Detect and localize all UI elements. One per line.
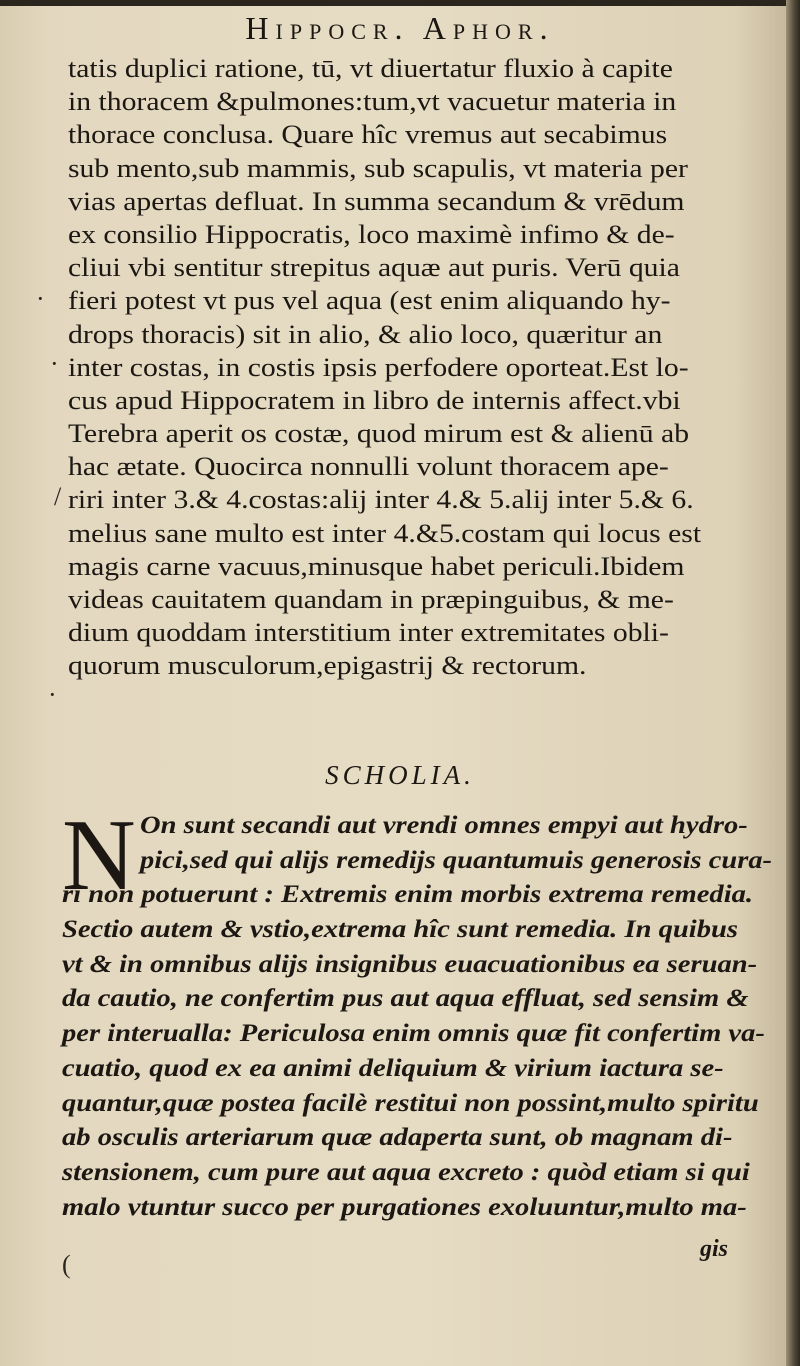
text-line: fieri potest vt pus vel aqua (est enim aliquando hy- xyxy=(68,285,671,316)
scholia-line: pici,sed qui alijs remedijs quantumuis generosis cura- xyxy=(140,844,773,874)
text-line: cliui vbi sentitur strepitus aquæ aut puris. Verū quia xyxy=(68,252,680,283)
text-line: hac ætate. Quocirca nonnulli volunt thoracem ape- xyxy=(68,451,669,482)
text-line: in thoracem &pulmones:tum,vt vacuetur materia in xyxy=(68,86,677,117)
scholia-line: vt & in omnibus alijs insignibus euacuationibus ea seruan- xyxy=(62,948,758,978)
scholia-line: Sectio autem & vstio,extrema hîc sunt remedia. In quibus xyxy=(62,914,738,944)
text-line: ex consilio Hippocratis, loco maximè infimo & de- xyxy=(68,218,675,249)
margin-dot: · xyxy=(48,680,57,709)
scholia-line: ab osculis arteriarum quæ adaperta sunt, ob magnam di- xyxy=(62,1122,733,1152)
margin-stroke: ( xyxy=(62,1250,71,1279)
scholia-line: ri non potuerunt : Extremis enim morbis extrema remedia. xyxy=(62,879,754,909)
scholia-line: On sunt secandi aut vrendi omnes empyi aut hydro- xyxy=(140,810,748,839)
text-line: thorace conclusa. Quare hîc vremus aut secabimus xyxy=(68,119,668,150)
scholia-heading: SCHOLIA. xyxy=(325,760,475,790)
text-line: dium quoddam interstitium inter extremitates obli- xyxy=(68,617,669,648)
text-line: inter costas, in costis ipsis perfodere oporteat.Est lo- xyxy=(68,351,689,382)
margin-dot: · xyxy=(36,284,45,313)
text-line: cus apud Hippocratem in libro de internis affect.vbi xyxy=(68,384,681,415)
text-line: riri inter 3.& 4.costas:alij inter 4.& 5.alij inter 5.& 6. xyxy=(68,484,694,515)
text-line: drops thoracis) sit in alio, & alio loco, quæritur an xyxy=(68,318,663,349)
text-line: quorum musculorum,epigastrij & rectorum. xyxy=(68,650,587,681)
page-binding-edge xyxy=(786,0,800,1366)
scholia-line: cuatio, quod ex ea animi deliquium & virium iactura se- xyxy=(62,1052,724,1082)
scholia-text-block xyxy=(62,799,773,1224)
scholia-line: per interualla: Periculosa enim omnis quæ fit confertim va- xyxy=(62,1018,765,1048)
text-line: tatis duplici ratione, tū, vt diuertatur fluxio à capite xyxy=(68,53,673,83)
text-line: sub mento,sub mammis, sub scapulis, vt materia per xyxy=(68,152,688,183)
scholia-line: quantur,quæ postea facilè restitui non possint,multo spiritu xyxy=(62,1087,759,1117)
margin-dot: · xyxy=(50,349,59,378)
text-line: vias apertas defluat. In summa secandum & vrēdum xyxy=(68,185,685,216)
scholia-line: malo vtuntur succo per purgationes exoluuntur,multo ma- xyxy=(62,1191,747,1221)
margin-stroke: / xyxy=(54,482,62,511)
running-header: Hippocr. Aphor. xyxy=(245,10,555,46)
drop-cap: N xyxy=(62,799,136,912)
page-top-edge xyxy=(0,0,800,6)
scholia-line: da cautio, ne confertim pus aut aqua effluat, sed sensim & xyxy=(62,983,749,1013)
text-line: magis carne vacuus,minusque habet periculi.Ibidem xyxy=(68,550,685,581)
catchword: gis xyxy=(700,1236,729,1262)
main-text-block xyxy=(68,52,773,683)
text-line: Terebra aperit os costæ, quod mirum est & alienū ab xyxy=(68,418,690,449)
text-line: melius sane multo est inter 4.&5.costam qui locus est xyxy=(68,517,702,548)
scholia-line: stensionem, cum pure aut aqua excreto : quòd etiam si qui xyxy=(62,1156,750,1186)
text-line: videas cauitatem quandam in præpinguibus, & me- xyxy=(68,584,674,614)
